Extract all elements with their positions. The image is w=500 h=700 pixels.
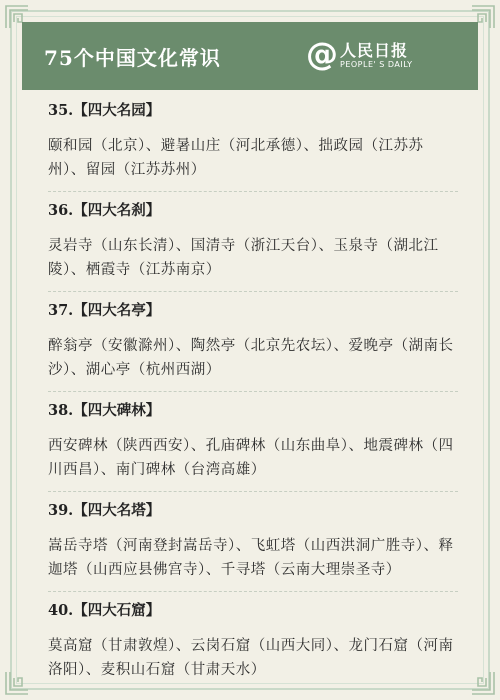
section-body: 嵩岳寺塔（河南登封嵩岳寺）、飞虹塔（山西洪洞广胜寺）、释迦塔（山西应县佛宫寺）、千寻塔（云南大理崇圣寺） <box>48 538 454 578</box>
section-heading: 39.【四大名塔】 <box>48 502 161 519</box>
corner-ornament-icon <box>470 670 496 696</box>
section-heading: 36.【四大名刹】 <box>48 202 161 219</box>
people-daily-logo <box>306 34 456 78</box>
section-heading: 35.【四大名园】 <box>48 102 161 119</box>
section-item <box>48 100 458 192</box>
section-body: 莫高窟（甘肃敦煌）、云岗石窟（山西大同）、龙门石窟（河南洛阳）、麦积山石窟（甘肃天水） <box>48 638 454 678</box>
section-item <box>48 300 458 392</box>
content-area <box>48 92 458 682</box>
section-divider <box>48 491 458 492</box>
section-divider <box>48 391 458 392</box>
section-heading: 38.【四大碑林】 <box>48 402 161 419</box>
section-item <box>48 500 458 592</box>
section-divider <box>48 191 458 192</box>
section-body: 灵岩寺（山东长清）、国清寺（浙江天台）、玉泉寺（湖北江陵）、栖霞寺（江苏南京） <box>48 238 439 278</box>
corner-ornament-icon <box>4 670 30 696</box>
page-title: 75个中国文化常识 <box>44 46 221 70</box>
at-sign-icon: @ <box>306 35 338 73</box>
section-divider <box>48 591 458 592</box>
header-band <box>22 22 478 90</box>
section-item <box>48 200 458 292</box>
section-item <box>48 400 458 492</box>
section-item <box>48 600 458 682</box>
section-heading: 37.【四大名亭】 <box>48 302 161 319</box>
logo-subtitle: PEOPLE' S DAILY <box>340 60 413 69</box>
section-body: 西安碑林（陕西西安）、孔庙碑林（山东曲阜）、地震碑林（四川西昌）、南门碑林（台湾高雄） <box>48 438 454 478</box>
section-heading: 40.【四大石窟】 <box>48 602 161 619</box>
section-body: 醉翁亭（安徽滁州）、陶然亭（北京先农坛）、爱晚亭（湖南长沙）、湖心亭（杭州西湖） <box>48 338 454 378</box>
section-body: 颐和园（北京）、避暑山庄（河北承德）、拙政园（江苏苏州）、留园（江苏苏州） <box>48 138 424 178</box>
logo-name: 人民日报 <box>340 41 409 60</box>
section-divider <box>48 291 458 292</box>
